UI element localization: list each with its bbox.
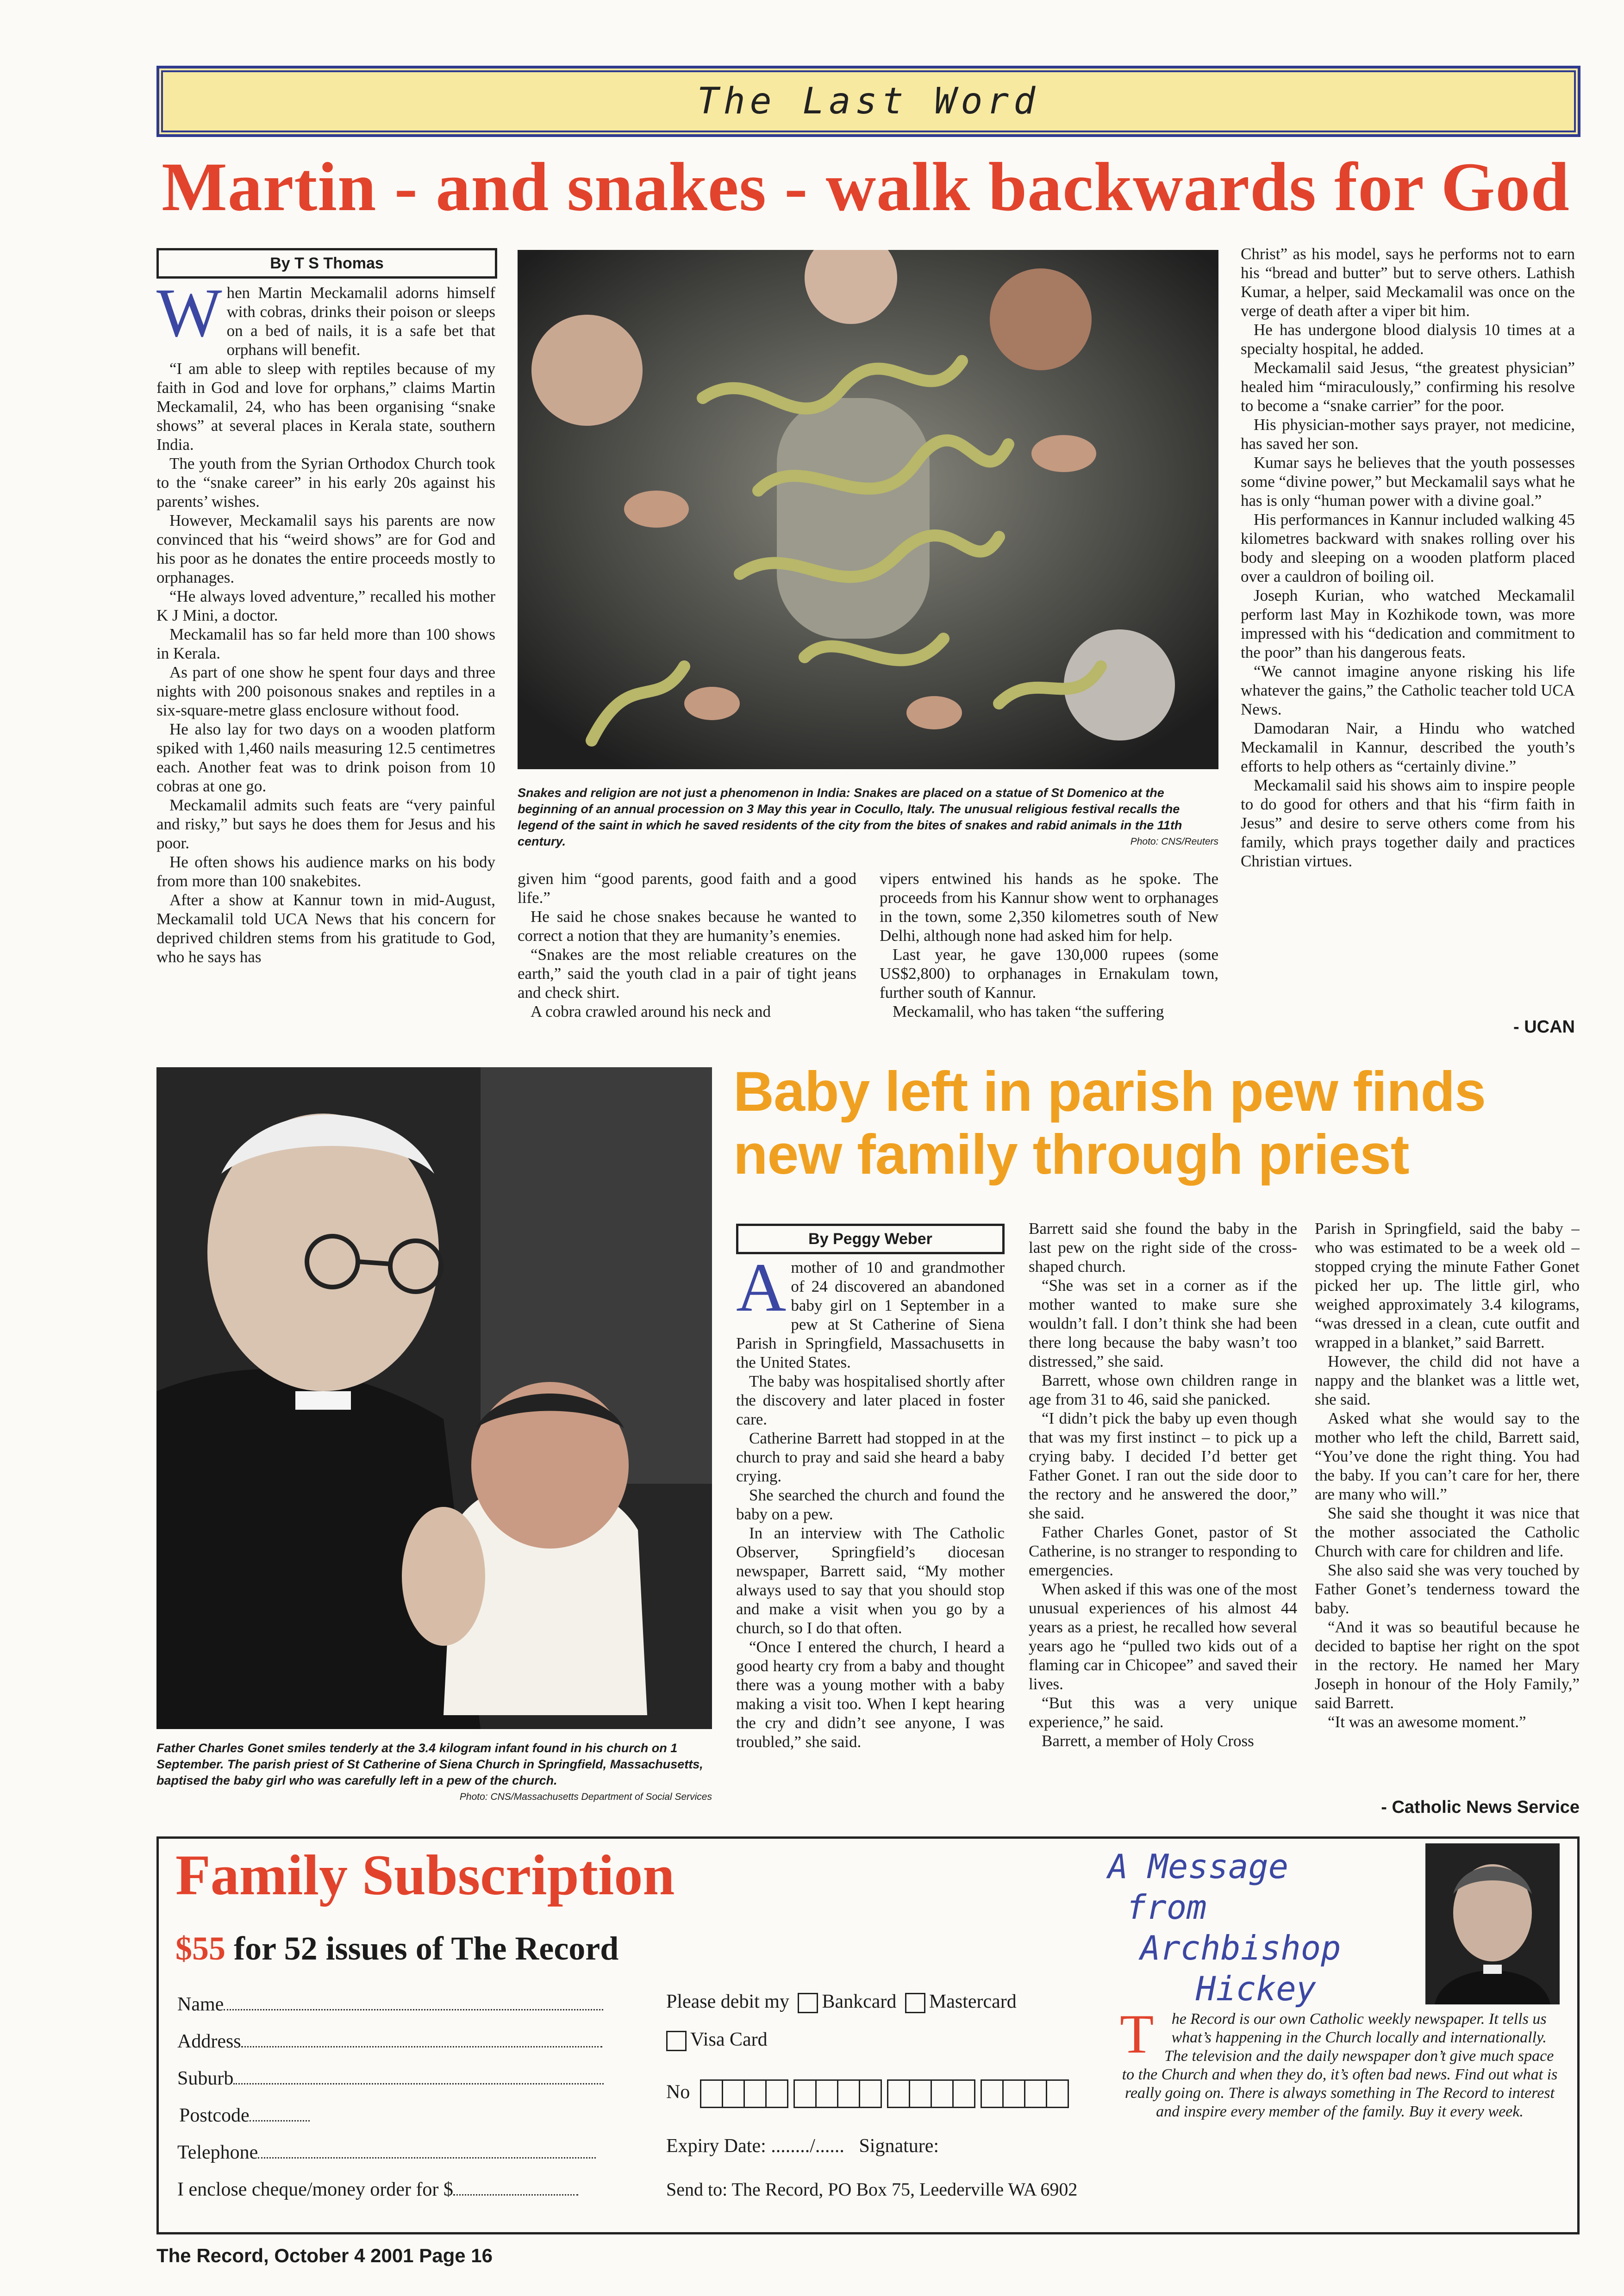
paragraph: “I am able to sleep with reptiles because of my faith in God and love for orphans,” claims Martin Meckamalil, 24, who has been organising “snake shows” at several places in Kerala state, southern India. [156,360,495,454]
paragraph: Meckamalil said his shows aim to inspire people to do good for others and that his “firm faith in Jesus” and desire to serve others come from his family, which prays together daily and practices Christian virtues. [1241,776,1575,870]
paragraph: hen Martin Meckamalil adorns himself with cobras, drinks their poison or sleeps on a bed of nails, it is a safe bet that orphans will benefit. [226,284,495,359]
paragraph: Father Charles Gonet, pastor of St Catherine, is no stranger to responding to emergencies. [1029,1523,1297,1579]
card-number-group [701,2079,788,2108]
paragraph: “It was an awesome moment.” [1328,1713,1526,1731]
card-number-field[interactable] [666,2079,1069,2108]
headline-line-1: Baby left in parish pew finds [733,1060,1486,1123]
priest-baby-photo [156,1067,712,1729]
paragraph: When asked if this was one of the most unusual experiences of his almost 44 years as a priest, he recalled how several years ago he “pulled two kids out of a flaming car in Chicopee” and saved their lives. [1029,1580,1297,1693]
telephone-field[interactable] [177,2141,596,2164]
visa-option [666,2028,768,2051]
paragraph: As part of one show he spent four days and three nights with 200 poisonous snakes and reptiles in a six-square-metre glass enclosure without food. [156,663,495,719]
photo-credit: Photo: CNS/Massachusetts Department of Social Services [459,1792,712,1802]
paragraph: A cobra crawled around his neck and [531,1002,771,1020]
article2-column-2 [1029,1219,1297,1823]
paragraph: Meckamalil admits such feats are “very painful and risky,” but says he does them for Jesus and his poor. [156,796,495,852]
card-digit-box[interactable] [859,2079,882,2108]
paragraph: “We cannot imagine anyone risking his life whatever the gains,” the Catholic teacher told UCA News. [1241,662,1575,718]
card-number-label: No [666,2081,690,2103]
suburb-label: Suburb [177,2068,234,2089]
paragraph: Meckamalil, who has taken “the suffering [893,1002,1164,1020]
article2-column-3 [1315,1219,1580,1795]
paragraph: “Snakes are the most reliable creatures on the earth,” said the youth clad in a pair of tight jeans and check shirt. [518,946,856,1002]
visa-checkbox[interactable] [666,2031,687,2051]
article1-column-2 [518,869,856,1040]
card-digit-box[interactable] [952,2079,975,2108]
paragraph: Barrett, a member of Holy Cross [1042,1732,1254,1750]
caption-text: Father Charles Gonet smiles tenderly at the 3.4 kilogram infant found in his church on 1 September. The parish priest of St Catherine of Siena Church in Springfield, Massachusetts, baptised the baby girl who was carefully left in a pew of the church. [156,1741,703,1787]
card-digit-box[interactable] [722,2079,745,2108]
paragraph: In an interview with The Catholic Observer, Springfield’s diocesan newspaper, Barrett said, “My mother always used to say that you should stop and make a visit when you go by a church, so I do that often. [736,1524,1005,1637]
paragraph: Kumar says he believes that the youth possesses some “divine power,” but Meckamalil says what he has is only “human power with a divine goal.” [1241,454,1575,510]
caption-text: Snakes and religion are not just a phenomenon in India: Snakes are placed on a statue of St Domenico at the beginning of an annual procession on 3 May this year in Cocullo, Italy. The unusual religious festival recalls the legend of the saint in which he saved residents of the city from the bites of snakes and rabid animals in the 11th century. [518,786,1182,848]
dropcap: W [156,283,222,351]
subscription-title: Family Subscription [175,1843,675,1907]
snake-photo-illustration [518,250,1218,769]
paragraph: She searched the church and found the baby on a pew. [736,1486,1005,1523]
paragraph: mother of 10 and grandmother of 24 discovered an abandoned baby girl on 1 September in a pew at St Catherine of Siena Parish in Springfield, Massachusetts in the United States. [736,1258,1005,1371]
card-digit-box[interactable] [815,2079,838,2108]
paragraph: Meckamalil said Jesus, “the greatest physician” healed him “miraculously,” confirming his resolve to become a “snake carrier” for the poor. [1241,359,1575,415]
card-digit-box[interactable] [765,2079,788,2108]
subscription-box [156,1836,1580,2234]
archbishop-portrait [1425,1843,1560,2004]
article1-column-3 [880,869,1218,1040]
card-digit-box[interactable] [1002,2079,1025,2108]
paragraph: “And it was so beautiful because he decided to baptise her right on the spot in the rectory. He named her Mary Joseph in honour of the Holy Family,” said Barrett. [1315,1618,1580,1712]
paragraph: He often shows his audience marks on his body from more than 100 snakebites. [156,853,495,890]
paragraph: He said he chose snakes because he wanted to correct a notion that they are humanity’s enemies. [518,908,856,945]
headline-line-2: new family through priest [733,1123,1409,1186]
card-number-boxes[interactable] [695,2082,1069,2103]
paragraph: She also said she was very touched by Father Gonet’s tenderness toward the baby. [1315,1561,1580,1617]
bankcard-checkbox[interactable] [798,1993,818,2013]
message-title-line: from [1126,1888,1207,1927]
paragraph: Joseph Kurian, who watched Meckamalil perform last May in Kozhikode town, was more impressed with his “dedication and commitment to the poor” than his dangerous feats. [1241,586,1575,661]
card-digit-box[interactable] [700,2079,723,2108]
subscription-price-line [175,1929,618,1968]
paragraph: Asked what she would say to the mother who left the child, Barrett said, “You’ve done the right thing. You had the baby. If you can’t care for her, there are many who will.” [1315,1409,1580,1503]
cheque-amount-field[interactable] [177,2178,578,2201]
article1-signoff: - UCAN [1513,1017,1575,1037]
debit-options [666,1991,1017,2013]
mastercard-checkbox[interactable] [905,1993,925,2013]
article1-column-1 [156,283,495,1040]
message-text: he Record is our own Catholic weekly newspaper. It tells us what’s happening in the Church locally and internationally. The television and the daily newspaper don’t give much space to the Church and when they do, it’s often bad news. Find out what is really going on. There is always something in The Record to interest and inspire every member of the family. Buy it every week. [1122,2010,1558,2120]
message-title [1108,1846,1413,2009]
paragraph: Last year, he gave 130,000 rupees (some US$2,800) to orphanages in Ernakulam town, further south of Kannur. [880,946,1218,1002]
paragraph: His performances in Kannur included walking 45 kilometres backward with snakes rolling over his body and sleeping on a wooden platform placed over a cauldron of boiling oil. [1241,510,1575,585]
paragraph: “But this was a very unique experience,” he said. [1029,1694,1297,1731]
cheque-label: I enclose cheque/money order for $ [177,2179,453,2200]
telephone-label: Telephone [177,2142,258,2163]
name-field[interactable] [177,1993,603,2016]
article2-column-1 [736,1258,1005,1823]
subscription-price: $55 [175,1930,225,1967]
debit-label: Please debit my [666,1991,789,2012]
expiry-signature-line[interactable] [666,2135,939,2157]
message-title-line: Hickey [1196,1969,1317,2008]
priest-photo-caption [156,1740,712,1805]
card-number-group [795,2079,882,2108]
paragraph: However, Meckamalil says his parents are now convinced that his “weird shows” are for God and his poor as he donates the entire proceeds mostly to orphanages. [156,511,495,586]
article1-column-4 [1241,244,1575,1013]
byline-article1: By T S Thomas [156,248,497,279]
paragraph: “Once I entered the church, I heard a good hearty cry from a baby and thought there was a young mother with a baby making a visit too. When I kept hearing the cry and didn’t see anyone, I was troubled,” she said. [736,1638,1005,1751]
subscription-price-text: for 52 issues of The Record [234,1930,619,1967]
card-digit-box[interactable] [981,2079,1004,2108]
postcode-label: Postcode [179,2105,250,2126]
mastercard-label: Mastercard [929,1991,1017,2012]
card-digit-box[interactable] [1046,2079,1069,2108]
card-digit-box[interactable] [743,2079,767,2108]
card-number-group [888,2079,975,2108]
snake-photo-caption [518,785,1218,850]
card-digit-box[interactable] [793,2079,817,2108]
section-title: The Last Word [697,81,1040,122]
card-digit-box[interactable] [887,2079,910,2108]
card-digit-box[interactable] [931,2079,954,2108]
paragraph: “He always loved adventure,” recalled his mother K J Mini, a doctor. [156,587,495,624]
card-digit-box[interactable] [909,2079,932,2108]
paragraph: “I didn’t pick the baby up even though that was my first instinct – to pick up a crying baby. I decided I’d better get Father Gonet. I ran out the side door to the rectory and he answered the door,” she said. [1029,1409,1297,1522]
paragraph: Christ” as his model, says he performs not to earn his “bread and butter” but to serve others. Lathish Kumar, a helper, said Meckamalil was once on the verge of death after a viper bit him. [1241,245,1575,320]
paragraph: However, the child did not have a nappy and the blanket was a little wet, she said. [1315,1352,1580,1408]
paragraph: The baby was hospitalised shortly after the discovery and later placed in foster care. [736,1372,1005,1428]
postcode-field[interactable] [179,2104,310,2127]
paragraph: He has undergone blood dialysis 10 times at a specialty hospital, he added. [1241,321,1575,358]
send-to-address: Send to: The Record, PO Box 75, Leederville WA 6902 [666,2179,1078,2200]
paragraph: After a show at Kannur town in mid-August, Meckamalil told UCA News that his concern for deprived children stems from his gratitude to God, who he says has [156,891,495,966]
article2-signoff: - Catholic News Service [1381,1798,1580,1817]
message-body [1120,2003,1560,2121]
card-number-group [982,2079,1069,2108]
paragraph: His physician-mother says prayer, not medicine, has saved her son. [1241,416,1575,453]
card-digit-box[interactable] [837,2079,860,2108]
priest-photo-illustration [156,1067,712,1729]
dropcap: A [736,1258,787,1326]
paragraph: He also lay for two days on a wooden platform spiked with 1,460 nails measuring 12.5 centimetres each. Another feat was to drink poison from 10 cobras at one go. [156,720,495,795]
bankcard-label: Bankcard [822,1991,897,2012]
paragraph: The youth from the Syrian Orthodox Church took to the “snake career” in his early 20s against his parents’ wishes. [156,454,495,510]
paragraph: “She was set in a corner as if the mother wanted to make sure she wouldn’t fall. I don’t think she had been there long because the baby wasn’t too distressed,” she said. [1029,1276,1297,1370]
archbishop-portrait-illustration [1425,1843,1560,2004]
photo-credit: Photo: CNS/Reuters [1130,836,1218,847]
expiry-label: Expiry Date: ......../...... [666,2135,844,2157]
address-field[interactable] [177,2030,602,2053]
paragraph: Barrett, whose own children range in age from 31 to 46, said she panicked. [1029,1371,1297,1408]
signature-label: Signature: [859,2135,939,2157]
paragraph: vipers entwined his hands as he spoke. The proceeds from his Kannur show went to orphanages in the town, some 2,350 kilometres south of New Delhi, although none had asked him for help. [880,870,1218,945]
paragraph: Parish in Springfield, said the baby – who was estimated to be a week old – stopped crying the minute Father Gonet picked her up. The little girl, who weighed approximately 3.4 kilograms, “was dressed in a clean, cute outfit and wrapped in a blanket,” said Barrett. [1315,1220,1580,1351]
message-title-line: Archbishop [1140,1929,1341,1967]
paragraph: given him “good parents, good faith and a good life.” [518,870,856,907]
paragraph: Catherine Barrett had stopped in at the church to pray and said she heard a baby crying. [736,1429,1005,1485]
card-digit-box[interactable] [1024,2079,1047,2108]
visa-label: Visa Card [690,2029,768,2050]
paragraph: She said she thought it was nice that the mother associated the Catholic Church with care for children and life. [1315,1504,1580,1560]
address-label: Address [177,2031,241,2052]
suburb-field[interactable] [177,2067,604,2090]
page-footer: The Record, October 4 2001 Page 16 [156,2245,493,2266]
section-banner [156,66,1580,137]
headline-article1: Martin - and snakes - walk backwards for God [162,149,1570,225]
paragraph: Meckamalil has so far held more than 100 shows in Kerala. [156,625,495,662]
snake-statue-photo [518,250,1218,769]
byline-article2: By Peggy Weber [736,1224,1005,1254]
name-label: Name [177,1994,224,2015]
paragraph: Barrett said she found the baby in the last pew on the right side of the cross-shaped church. [1029,1220,1297,1276]
message-dropcap: T [1120,2003,1154,2065]
headline-article2 [733,1060,1575,1186]
message-title-line: A Message [1108,1847,1289,1886]
paragraph: Damodaran Nair, a Hindu who watched Meckamalil in Kannur, described the youth’s efforts to help others as “certainly divine.” [1241,719,1575,775]
